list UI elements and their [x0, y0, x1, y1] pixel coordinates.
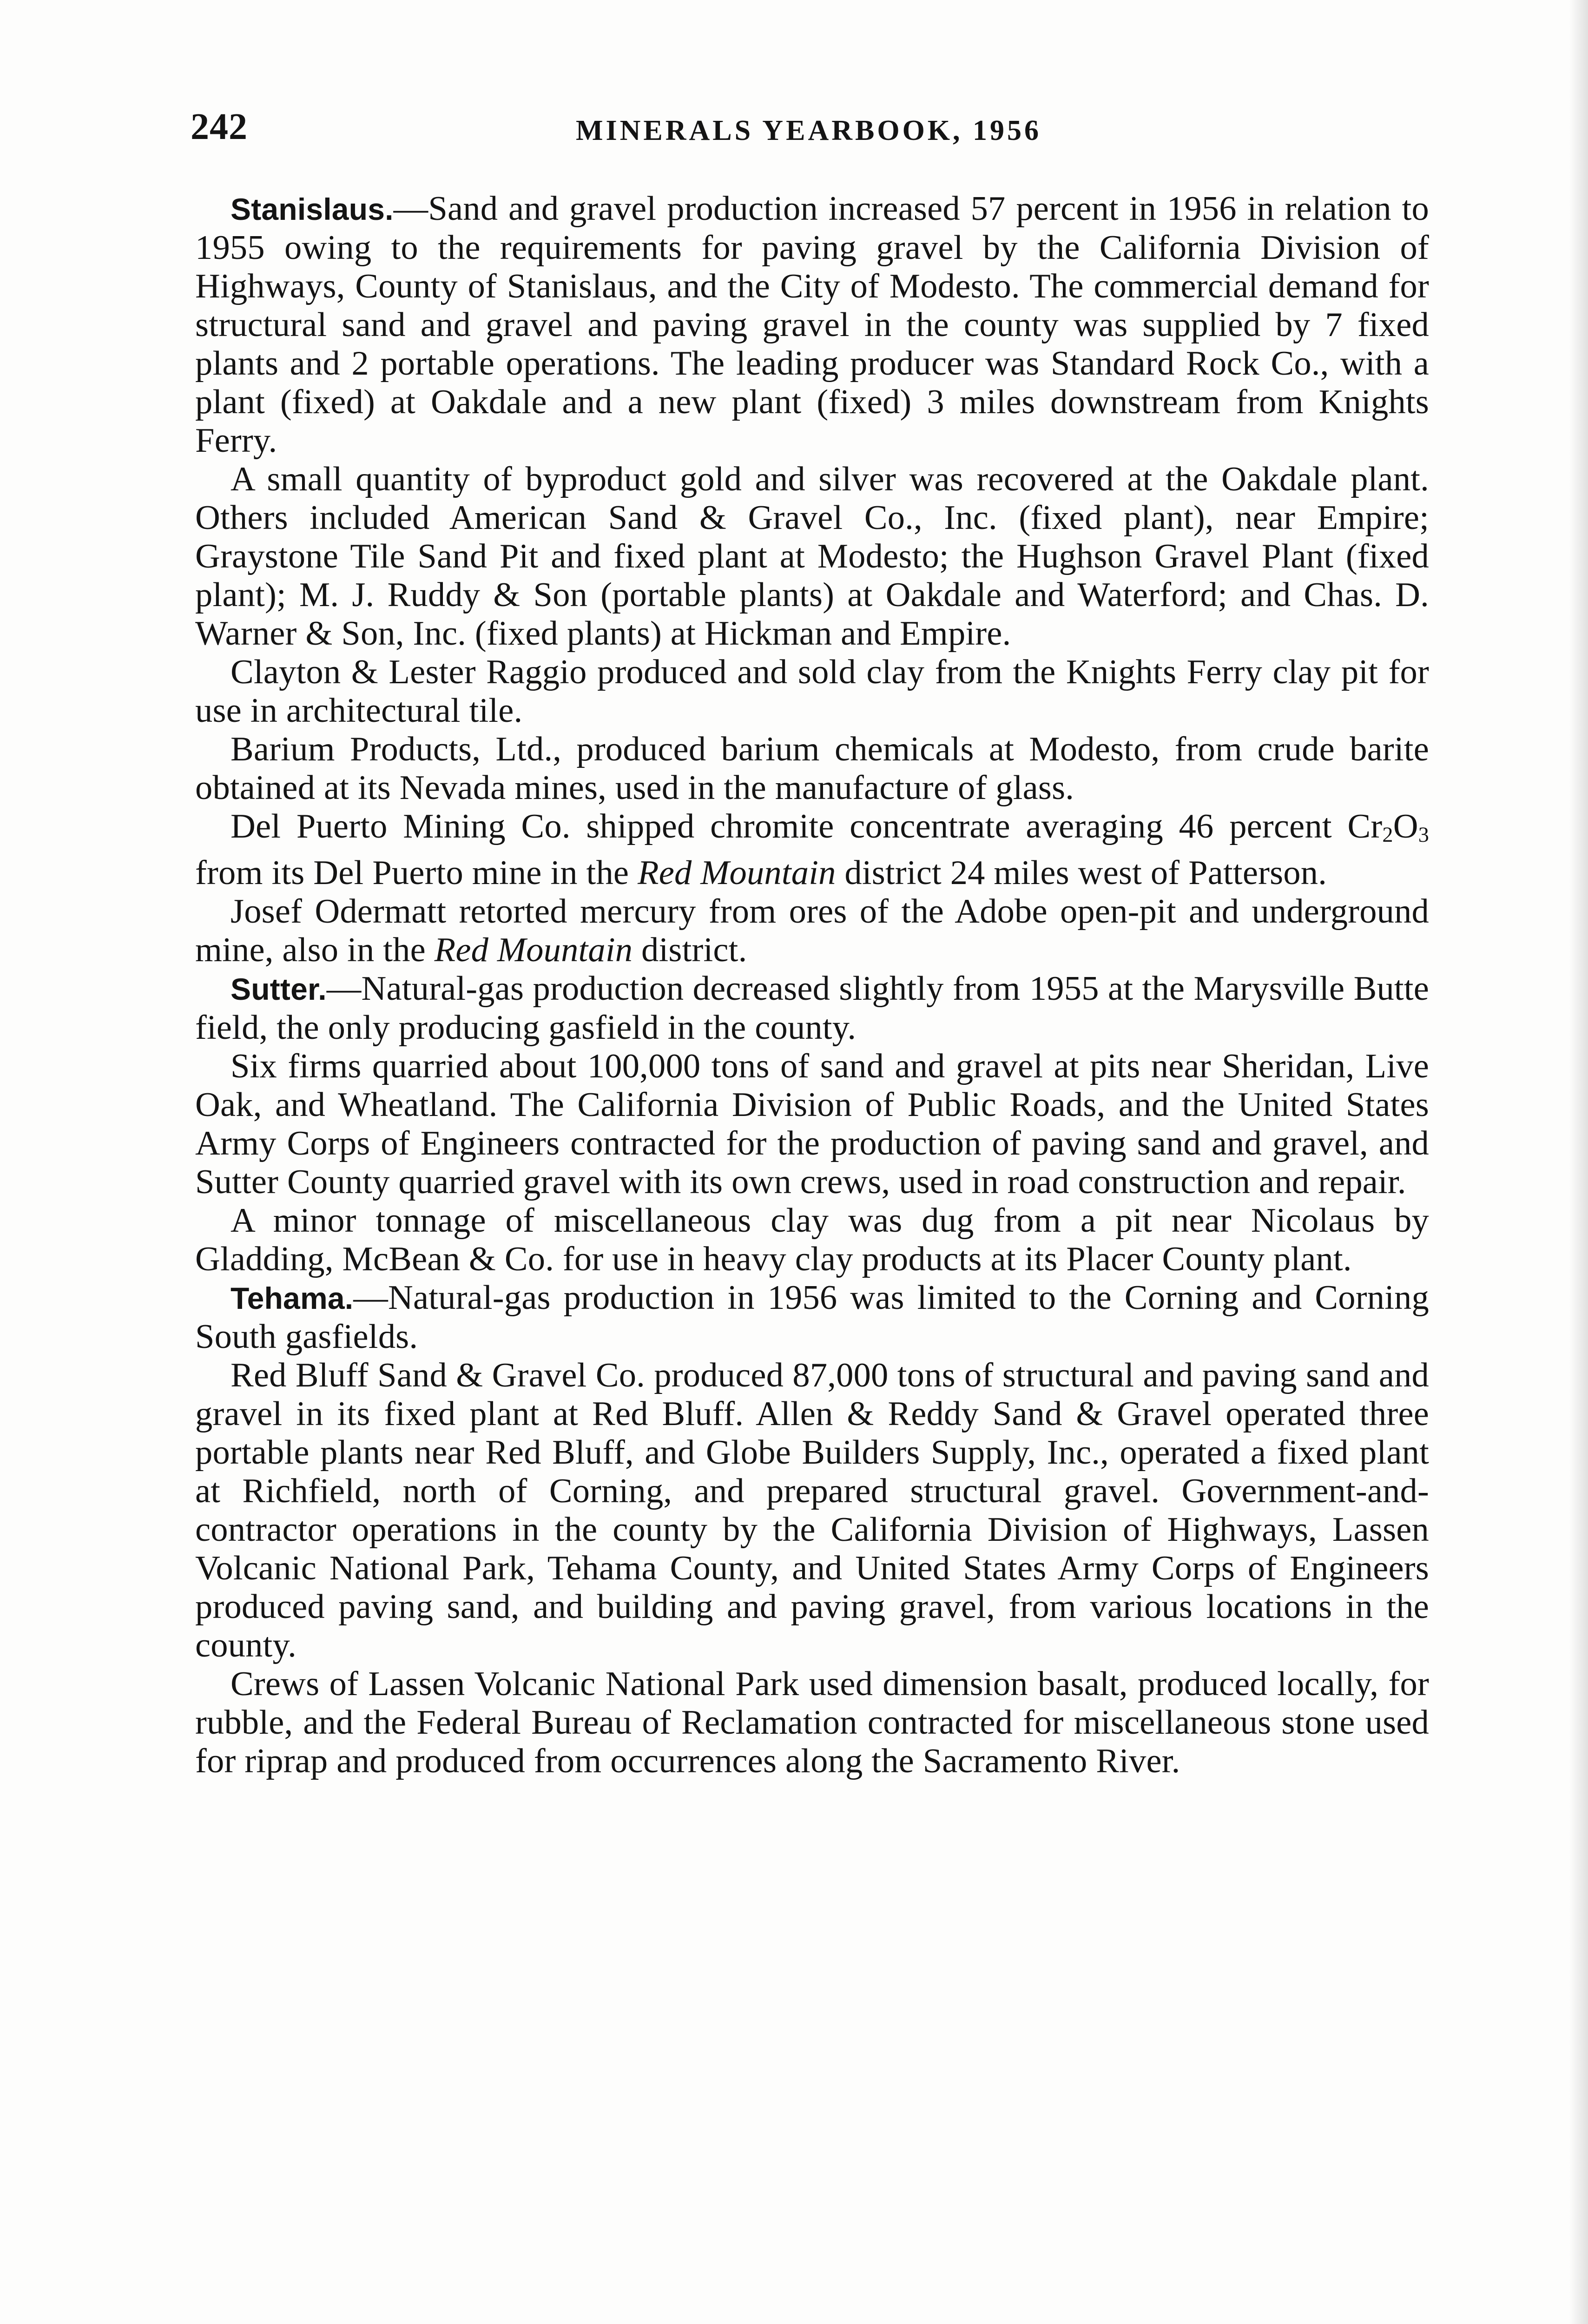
paragraph-stanislaus: [195, 190, 1429, 460]
paragraph-text: —Natural-gas production decreased slightly from 1955 at the Marysville Butte field, the only producing gasfield in the county.: [195, 970, 1429, 1047]
paragraph-text: Del Puerto Mining Co. shipped chromite concentrate averaging 46 percent Cr: [231, 807, 1383, 845]
subscript: 3: [1418, 823, 1429, 847]
paragraph-text: district.: [633, 931, 747, 970]
paragraph-text: —Natural-gas production in 1956 was limited to the Corning and Corning South gasfields.: [195, 1279, 1429, 1356]
section-lead-sutter: Sutter.: [231, 972, 327, 1007]
paragraph: [195, 1047, 1429, 1202]
paragraph-text: Clayton & Lester Raggio produced and sold clay from the Knights Ferry clay pit for use in architectural tile.: [195, 653, 1429, 730]
scan-edge-shadow: [1569, 0, 1588, 2324]
page-header: [191, 106, 1427, 157]
paragraph-chromite: [195, 807, 1429, 892]
paragraph-text: A small quantity of byproduct gold and silver was recovered at the Oakdale plant. Others included American Sand & Gravel Co., Inc. (fixed plant), near Empire; Graystone Tile Sand Pit and fixed plant at Modesto; the Hughson Gravel Plant (fixed plant); M. J. Ruddy & Son (portable plants) at Oakdale and Waterford; and Chas. D. Warner & Son, Inc. (fixed plants) at Hickman and Empire.: [195, 460, 1429, 653]
paragraph-text: district 24 miles west of Patterson.: [836, 854, 1327, 892]
district-name: Red Mountain: [637, 854, 836, 892]
paragraph-text: —Sand and gravel production increased 57 percent in 1956 in relation to 1955 owing to the requirements for paving gravel by the California Division of Highways, County of Stanislaus, and the City of Modesto. The commercial demand for structural sand and gravel and paving gravel in the county was supplied by 7 fixed plants and 2 portable operations. The leading producer was Standard Rock Co., with a plant (fixed) at Oakdale and a new plant (fixed) 3 miles downstream from Knights Ferry.: [195, 190, 1429, 460]
paragraph: [195, 460, 1429, 653]
paragraph: [195, 1665, 1429, 1781]
paragraph-text: Red Bluff Sand & Gravel Co. produced 87,000 tons of structural and paving sand and gravel in its fixed plant at Red Bluff. Allen & Reddy Sand & Gravel operated three portable plants near Red Bluff, and Globe Builders Supply, Inc., operated a fixed plant at Richfield, north of Corning, and prepared structural gravel. Government-and-contractor operations in the county by the California Division of Highways, Lassen Volcanic National Park, Tehama County, and United States Army Corps of Engineers produced paving sand, and building and paving gravel, from various locations in the county.: [195, 1356, 1429, 1665]
paragraph-text: Josef Odermatt retorted mercury from ores of the Adobe open-pit and underground mine, also in the: [195, 892, 1429, 970]
paragraph: [195, 1356, 1429, 1665]
paragraph-text: Crews of Lassen Volcanic National Park used dimension basalt, produced locally, for rubble, and the Federal Bureau of Reclamation contracted for miscellaneous stone used for riprap and produced from occurrences along the Sacramento River.: [195, 1665, 1429, 1781]
paragraph-text: from its Del Puerto mine in the: [195, 854, 638, 892]
paragraph-text: A minor tonnage of miscellaneous clay was dug from a pit near Nicolaus by Gladding, McBean & Co. for use in heavy clay products at its Placer County plant.: [195, 1202, 1429, 1279]
subscript: 2: [1382, 823, 1393, 847]
paragraph-text: O: [1393, 807, 1418, 845]
paragraph-mercury: [195, 892, 1429, 970]
paragraph-sutter: [195, 970, 1429, 1047]
section-lead-tehama: Tehama.: [231, 1281, 354, 1316]
paragraph: [195, 653, 1429, 730]
paragraph-text: Barium Products, Ltd., produced barium chemicals at Modesto, from crude barite obtained at its Nevada mines, used in the manufacture of glass.: [195, 730, 1429, 807]
running-head: MINERALS YEARBOOK, 1956: [575, 115, 1042, 146]
section-lead-stanislaus: Stanislaus.: [231, 192, 394, 226]
paragraph-text: Six firms quarried about 100,000 tons of sand and gravel at pits near Sheridan, Live Oak, and Wheatland. The California Division of Public Roads, and the United States Army Corps of Engineers contracted for the production of paving sand and gravel, and Sutter County quarried gravel with its own crews, used in road construction and repair.: [195, 1047, 1429, 1202]
district-name: Red Mountain: [434, 931, 633, 970]
paragraph: [195, 1202, 1429, 1279]
paragraph-tehama: [195, 1279, 1429, 1356]
page-number: 242: [191, 106, 248, 147]
paragraph: [195, 730, 1429, 807]
body-text: [195, 190, 1429, 1781]
